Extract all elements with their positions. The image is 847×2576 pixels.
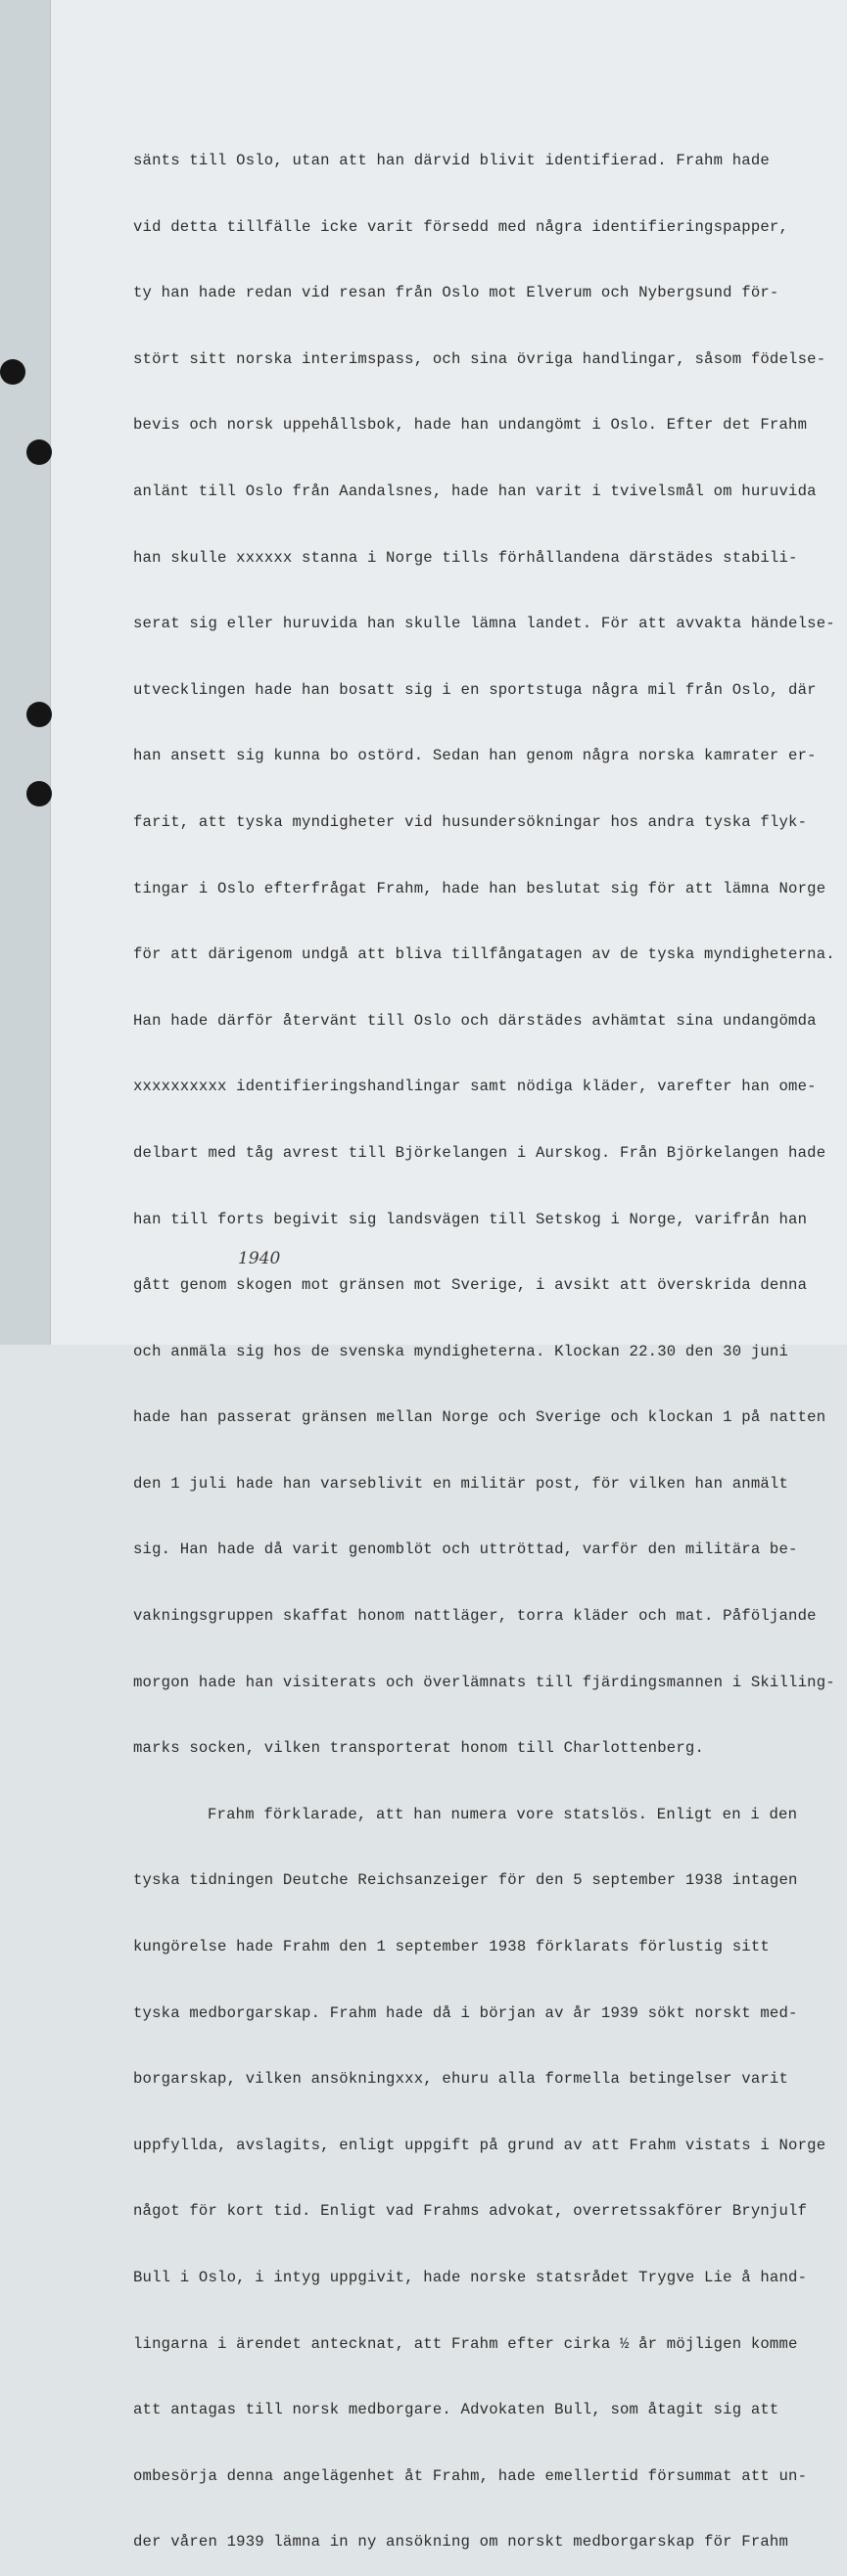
text-line: hade han passerat gränsen mellan Norge och Sverige och klockan 1 på natten	[133, 1408, 826, 1427]
text-line: delbart med tåg avrest till Björkelangen i Aurskog. Från Björkelangen hade	[133, 1143, 826, 1162]
punch-hole	[0, 359, 25, 385]
typewritten-text	[133, 111, 838, 2576]
text-line: xxxxxxxxxx identifieringshandlingar samt nödiga kläder, varefter han ome-	[133, 1078, 817, 1096]
text-line: han skulle xxxxxx stanna i Norge tills förhållandena därstädes stabili-	[133, 548, 798, 567]
text-line: bevis och norsk uppehållsbok, hade han undangömt i Oslo. Efter det Frahm	[133, 416, 808, 435]
text-line: att antagas till norsk medborgare. Advokaten Bull, som åtagit sig att	[133, 2401, 779, 2419]
text-line: vakningsgruppen skaffat honom nattläger, torra kläder och mat. Påföljande	[133, 1607, 817, 1626]
text-line: den 1 juli hade han varseblivit en militär post, för vilken han anmält	[133, 1474, 789, 1493]
text-line: sänts till Oslo, utan att han därvid blivit identifierad. Frahm hade	[133, 152, 770, 169]
punch-hole	[26, 702, 52, 727]
text-line: ty han hade redan vid resan från Oslo mot Elverum och Nybergsund för-	[133, 284, 779, 302]
text-line: vid detta tillfälle icke varit försedd med några identifieringspapper,	[133, 217, 789, 236]
text-line: tingar i Oslo efterfrågat Frahm, hade han beslutat sig för att lämna Norge	[133, 879, 826, 897]
text-line: lingarna i ärendet antecknat, att Frahm efter cirka ½ år möjligen komme	[133, 2334, 798, 2353]
text-line: och anmäla sig hos de svenska myndigheterna. Klockan 22.30 den 30 juni	[133, 1342, 789, 1360]
text-line: ombesörja denna angelägenhet åt Frahm, hade emellertid försummat att un-	[133, 2466, 808, 2485]
text-line: uppfyllda, avslagits, enligt uppgift på grund av att Frahm vistats i Norge	[133, 2136, 826, 2154]
text-line: tyska medborgarskap. Frahm hade då i början av år 1939 sökt norskt med-	[133, 2003, 798, 2022]
text-line: stört sitt norska interimspass, och sina övriga handlingar, såsom födelse-	[133, 349, 826, 368]
punch-hole	[26, 781, 52, 806]
text-line: morgon hade han visiterats och överlämnats till fjärdingsmannen i Skilling-	[133, 1673, 835, 1691]
text-line: der våren 1939 lämna in ny ansökning om norskt medborgarskap för Frahm	[133, 2533, 789, 2552]
text-line: han till forts begivit sig landsvägen till Setskog i Norge, varifrån han	[133, 1210, 808, 1228]
text-line: han ansett sig kunna bo ostörd. Sedan han genom några norska kamrater er-	[133, 747, 817, 765]
text-line: Bull i Oslo, i intyg uppgivit, hade norske statsrådet Trygve Lie å hand-	[133, 2269, 808, 2286]
paragraph-start-line: Frahm förklarade, att han numera vore statslös. Enligt en i den	[208, 1805, 798, 1823]
punch-hole	[26, 439, 52, 465]
text-line: marks socken, vilken transporterat honom till Charlottenberg.	[133, 1739, 705, 1758]
text-line: farit, att tyska myndigheter vid husundersökningar hos andra tyska flyk-	[133, 812, 808, 831]
text-line: utvecklingen hade han bosatt sig i en sportstuga några mil från Oslo, där	[133, 680, 817, 699]
text-line: anlänt till Oslo från Aandalsnes, hade han varit i tvivelsmål om huruvida	[133, 482, 817, 500]
scan-margin	[0, 0, 51, 1345]
text-line: kungörelse hade Frahm den 1 september 1938 förklarats förlustig sitt	[133, 1938, 770, 1956]
text-line: tyska tidningen Deutche Reichsanzeiger för den 5 september 1938 intagen	[133, 1871, 798, 1890]
text-line: för att därigenom undgå att bliva tillfångatagen av de tyska myndigheterna.	[133, 945, 835, 964]
handwritten-annotation: 1940	[238, 1249, 281, 1268]
text-line: borgarskap, vilken ansökningxxx, ehuru alla formella betingelser varit	[133, 2070, 789, 2089]
text-line: Han hade därför återvänt till Oslo och därstädes avhämtat sina undangömda	[133, 1011, 817, 1030]
text-line: något för kort tid. Enligt vad Frahms advokat, overretssakförer Brynjulf	[133, 2202, 808, 2221]
text-line: serat sig eller huruvida han skulle lämna landet. För att avvakta händelse-	[133, 615, 835, 633]
text-line: sig. Han hade då varit genomblöt och uttröttad, varför den militära be-	[133, 1541, 798, 1559]
text-line: gått genom skogen mot gränsen mot Sverige, i avsikt att överskrida denna	[133, 1276, 808, 1295]
